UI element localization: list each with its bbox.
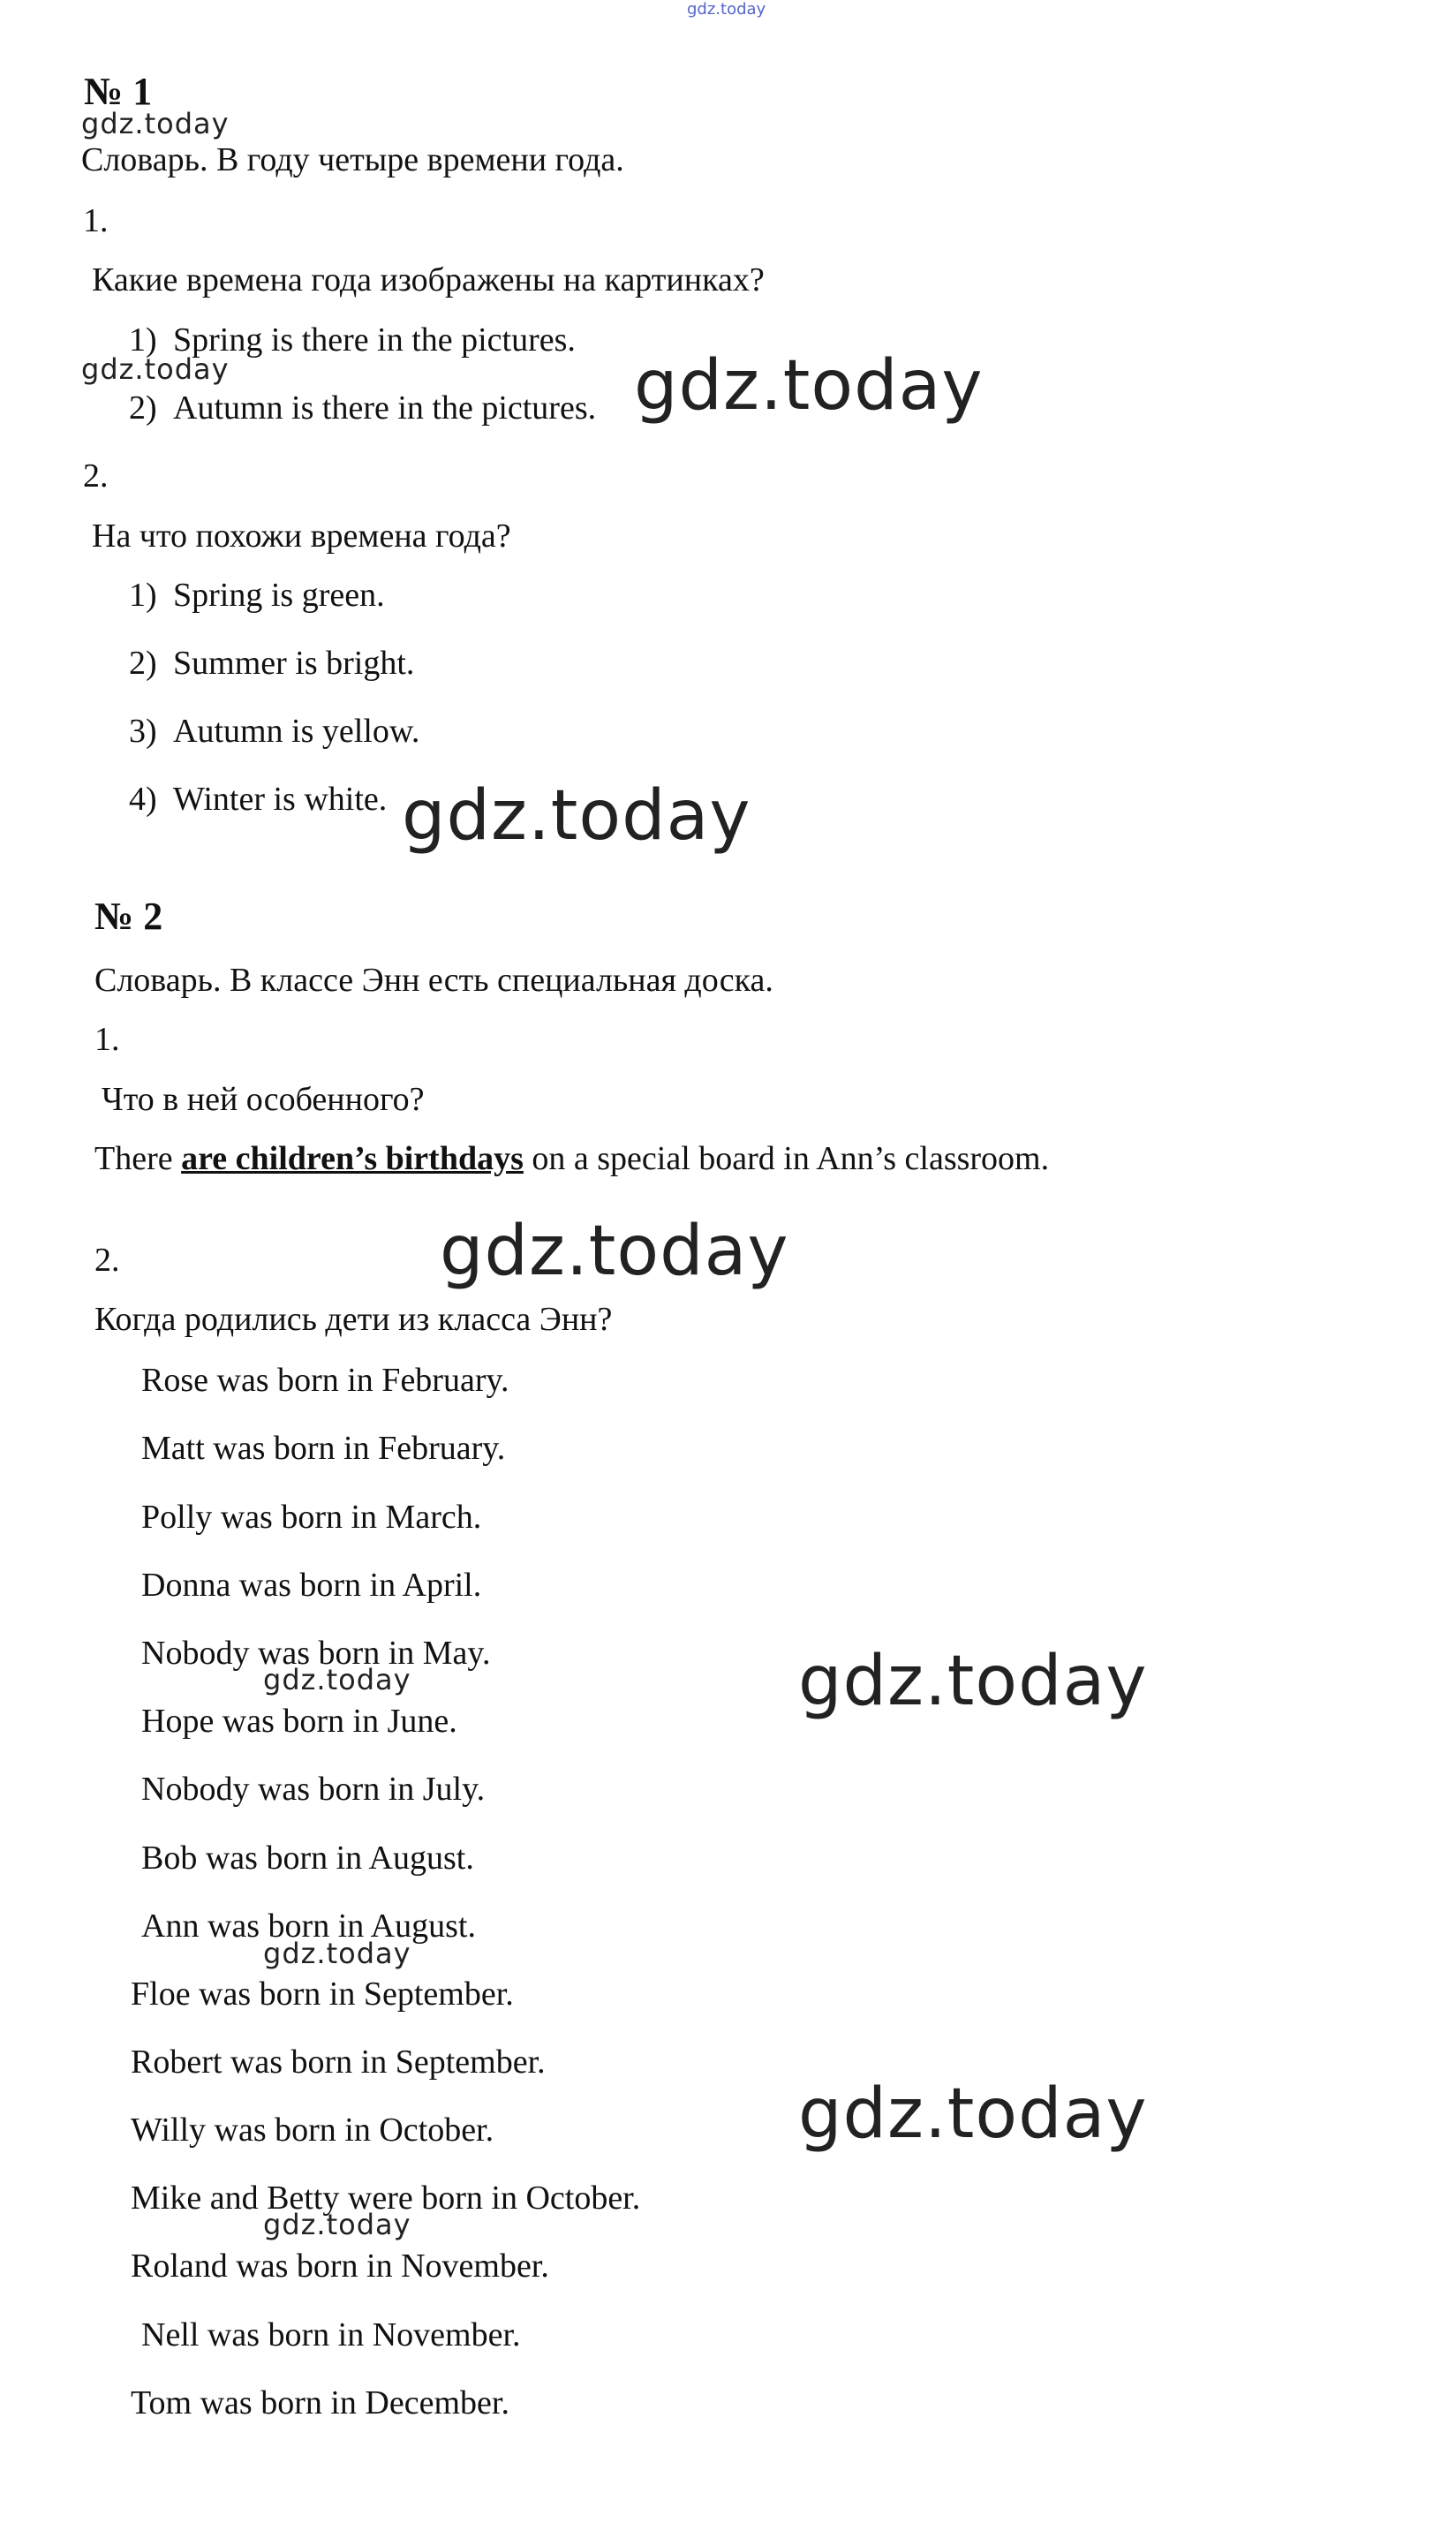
watermark-big-3: gdz.today xyxy=(440,1212,789,1291)
task2-number: № 2 xyxy=(94,895,163,938)
task1-intro: Словарь. В году четыре времени года. xyxy=(81,141,624,178)
list-index: 1) xyxy=(129,321,157,359)
task1-part2-item-2 xyxy=(129,646,414,680)
list-text: Autumn is yellow. xyxy=(173,713,420,750)
birthday-line: Nell was born in November. xyxy=(141,2316,521,2353)
task2-part1-question: Что в ней особенного? xyxy=(102,1081,425,1118)
task2-part2-question: Когда родились дети из класса Энн? xyxy=(94,1301,613,1338)
task2-part1-number: 1. xyxy=(94,1021,120,1058)
watermark-small-5: gdz.today xyxy=(263,2208,411,2241)
birthday-line: Bob was born in August. xyxy=(141,1840,474,1877)
watermark-top: gdz.today xyxy=(687,0,766,19)
birthday-line: Nobody was born in July. xyxy=(141,1771,486,1808)
birthday-line: Donna was born in April. xyxy=(141,1567,482,1604)
task2-intro: Словарь. В классе Энн есть специальная доска. xyxy=(94,962,773,999)
watermark-small-2: gdz.today xyxy=(81,352,230,386)
task1-part2-number: 2. xyxy=(83,457,109,495)
birthday-line: Polly was born in March. xyxy=(141,1499,482,1536)
list-text: Spring is green. xyxy=(173,577,385,614)
birthday-line: Ann was born in August. xyxy=(141,1908,476,1945)
watermark-big-4: gdz.today xyxy=(798,1642,1148,1721)
watermark-big-5: gdz.today xyxy=(798,2074,1148,2154)
task1-part1-question: Какие времена года изображены на картинках? xyxy=(92,261,765,298)
list-text: Spring is there in the pictures. xyxy=(173,321,576,359)
birthday-line: Roland was born in November. xyxy=(131,2248,549,2285)
task1-part2-item-4 xyxy=(129,782,387,816)
list-index: 3) xyxy=(129,713,157,750)
task1-part1-number: 1. xyxy=(83,202,109,239)
list-text: Autumn is there in the pictures. xyxy=(173,389,597,427)
task1-part1-item-2 xyxy=(129,391,596,425)
watermark-small-1: gdz.today xyxy=(81,107,230,140)
birthday-line: Rose was born in February. xyxy=(141,1362,509,1399)
list-index: 2) xyxy=(129,645,157,682)
answer-highlight: are children’s birthdays xyxy=(181,1140,524,1177)
birthday-line: Matt was born in February. xyxy=(141,1430,506,1467)
list-text: Summer is bright. xyxy=(173,645,415,682)
birthday-line: Tom was born in December. xyxy=(131,2384,509,2421)
task1-number: № 1 xyxy=(84,70,153,113)
task1-part2-question: На что похожи времена года? xyxy=(92,518,511,555)
birthday-line: Mike and Betty were born in October. xyxy=(131,2180,641,2217)
list-text: Winter is white. xyxy=(173,781,388,818)
birthday-line: Willy was born in October. xyxy=(131,2112,494,2149)
task1-part2-item-3 xyxy=(129,714,419,748)
birthday-line: Hope was born in June. xyxy=(141,1703,457,1740)
task2-part1-answer xyxy=(94,1142,1049,1175)
list-index: 2) xyxy=(129,389,157,427)
watermark-small-4: gdz.today xyxy=(263,1937,411,1970)
answer-text-post: on a special board in Ann’s classroom. xyxy=(523,1140,1050,1177)
task2-part2-number: 2. xyxy=(94,1242,120,1279)
watermark-big-1: gdz.today xyxy=(634,346,984,426)
watermark-big-2: gdz.today xyxy=(402,776,751,856)
birthday-line: Nobody was born in May. xyxy=(141,1635,491,1672)
birthday-line: Floe was born in September. xyxy=(131,1976,514,2013)
answer-text-pre: There xyxy=(94,1140,182,1177)
birthday-line: Robert was born in September. xyxy=(131,2044,546,2081)
watermark-small-3: gdz.today xyxy=(263,1663,411,1696)
task1-part2-item-1 xyxy=(129,578,385,612)
list-index: 4) xyxy=(129,781,157,818)
list-index: 1) xyxy=(129,577,157,614)
